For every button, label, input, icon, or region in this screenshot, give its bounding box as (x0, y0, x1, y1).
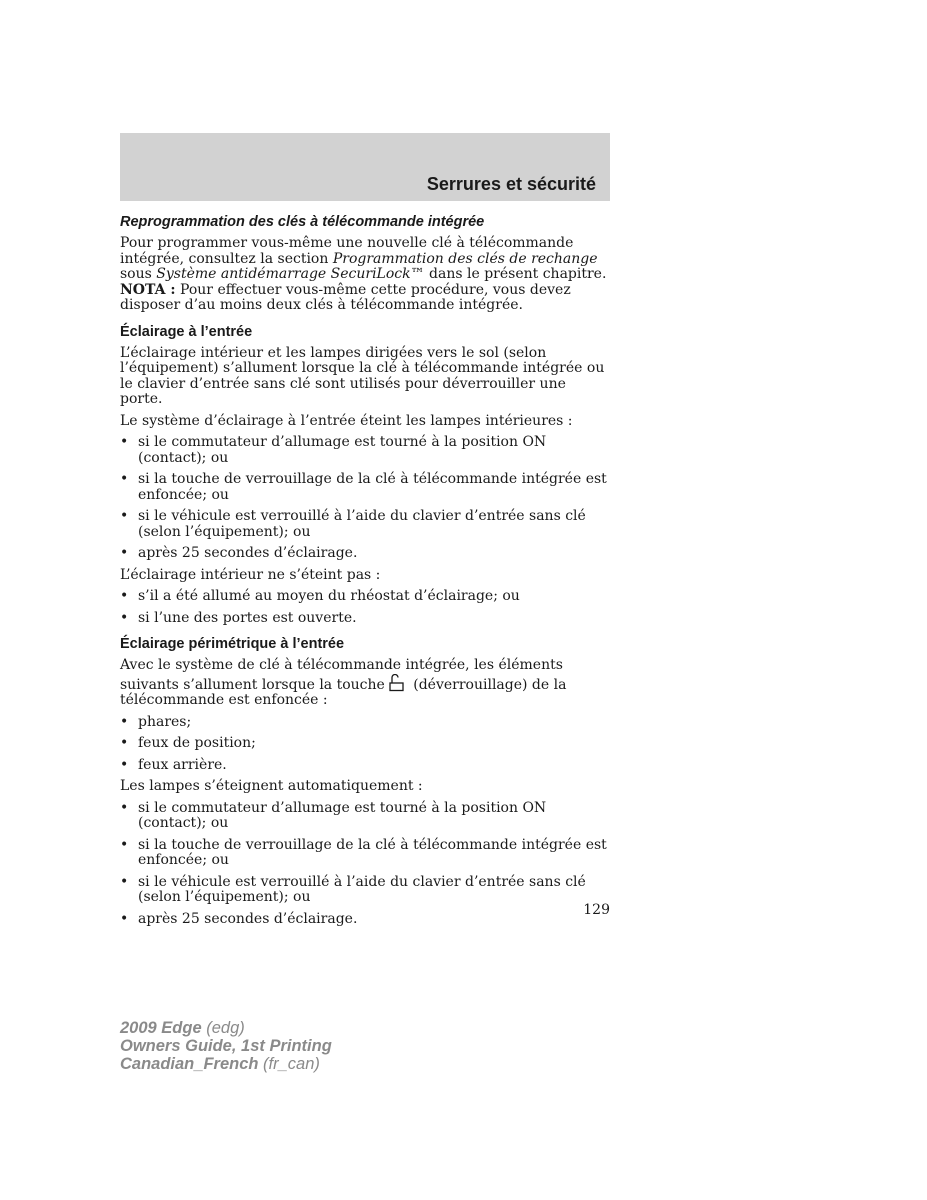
footer-language-code: (fr_can) (258, 1055, 320, 1073)
list-item (120, 589, 612, 605)
text-span: Pour effectuer vous-même cette procédure, vous devez disposer d’au moins deux clés à télécommande intégrée. (120, 281, 571, 313)
list-item (120, 758, 612, 774)
text-span: Pour programmer vous-même une nouvelle clé à télécommande intégrée, consultez la section (120, 235, 574, 267)
list-item (120, 912, 612, 928)
list-item (120, 509, 612, 540)
bullet: • (120, 836, 129, 853)
list-item (120, 435, 612, 466)
list-item (120, 715, 612, 731)
reprogramming-paragraph (120, 236, 612, 314)
bullet: • (120, 545, 129, 561)
chapter-header-band (120, 133, 610, 201)
footer-model: 2009 Edge (120, 1019, 202, 1037)
list-item-text: après 25 secondes d’éclairage. (138, 545, 358, 561)
footer-model-code: (edg) (201, 1019, 245, 1037)
bullet: • (120, 910, 129, 927)
entry-lighting-off-list (120, 435, 612, 562)
footer-line-language (120, 1055, 332, 1073)
bullet: • (120, 434, 129, 450)
chapter-title: Serrures et sécurité (426, 174, 596, 194)
bullet: • (120, 471, 129, 487)
section-heading-entry-lighting: Éclairage à l’entrée (120, 323, 253, 340)
list-item-text: s’il a été allumé au moyen du rhéostat d’éclairage; ou (138, 588, 520, 604)
nota-label: NOTA : (120, 281, 176, 298)
list-item (120, 546, 612, 562)
bullet: • (120, 713, 129, 730)
entry-lighting-off-intro: Le système d’éclairage à l’entrée éteint les lampes intérieures : (120, 412, 573, 429)
list-item (120, 838, 612, 869)
list-item-text: si le commutateur d’allumage est tourné à la position ON (contact); ou (138, 434, 547, 466)
perimeter-lighting-list (120, 715, 612, 774)
text-span: (déverrouillage) de la télécommande est enfoncée : (120, 676, 567, 708)
bullet: • (120, 799, 129, 816)
list-item-text: feux arrière. (138, 756, 227, 773)
footer-language: Canadian_French (120, 1055, 259, 1073)
italic-reference: Programmation des clés de rechange (332, 250, 598, 267)
list-item-text: si la touche de verrouillage de la clé à télécommande intégrée est enfoncée; ou (138, 836, 607, 868)
list-item-text: si le véhicule est verrouillé à l’aide du clavier d’entrée sans clé (selon l’équipement); ou (138, 873, 586, 905)
auto-off-intro: Les lampes s’éteignent automatiquement : (120, 778, 423, 794)
list-item-text: si le véhicule est verrouillé à l’aide du clavier d’entrée sans clé (selon l’équipement); ou (138, 508, 586, 540)
list-item (120, 736, 612, 752)
unlock-icon (387, 674, 407, 692)
list-item-text: si la touche de verrouillage de la clé à télécommande intégrée est enfoncée; ou (138, 471, 607, 503)
text-span: sous (120, 266, 157, 282)
perimeter-lighting-paragraph (120, 658, 612, 709)
print-footer (120, 1019, 332, 1073)
list-item (120, 472, 612, 503)
section-heading-perimeter-lighting: Éclairage périmétrique à l’entrée (120, 636, 345, 652)
text-span: dans le présent chapitre. (424, 266, 607, 282)
list-item-text: si le commutateur d’allumage est tourné à la position ON (contact); ou (138, 799, 547, 831)
list-item (120, 801, 612, 832)
list-item-text: phares; (138, 713, 192, 730)
auto-off-list (120, 801, 612, 928)
page-content (120, 213, 612, 933)
bullet: • (120, 588, 129, 604)
entry-lighting-stays-on-intro: L’éclairage intérieur ne s’éteint pas : (120, 566, 381, 583)
footer-line-model (120, 1019, 332, 1037)
entry-lighting-stays-on-list (120, 589, 612, 626)
section-heading-reprogramming: Reprogrammation des clés à télécommande intégrée (120, 214, 485, 230)
list-item-text: feux de position; (138, 735, 256, 751)
list-item (120, 611, 612, 627)
page-number: 129 (583, 902, 610, 918)
text-span: Avec le système de clé à télécommande intégrée, les éléments suivants s’allument lorsque la touche (120, 657, 563, 693)
bullet: • (120, 735, 129, 751)
bullet: • (120, 756, 129, 773)
bullet: • (120, 873, 129, 890)
list-item-text: après 25 secondes d’éclairage. (138, 910, 358, 927)
footer-line-guide: Owners Guide, 1st Printing (120, 1037, 332, 1055)
list-item-text: si l’une des portes est ouverte. (138, 609, 357, 626)
list-item (120, 875, 612, 906)
bullet: • (120, 508, 129, 524)
bullet: • (120, 609, 129, 626)
entry-lighting-paragraph: L’éclairage intérieur et les lampes dirigées vers le sol (selon l’équipement) s’allument lorsque la clé à télécommande intégrée ou le clavier d’entrée sans clé sont utilisés pour déverrouiller une porte. (120, 344, 605, 407)
italic-reference: Système antidémarrage SecuriLock™ (156, 266, 425, 282)
